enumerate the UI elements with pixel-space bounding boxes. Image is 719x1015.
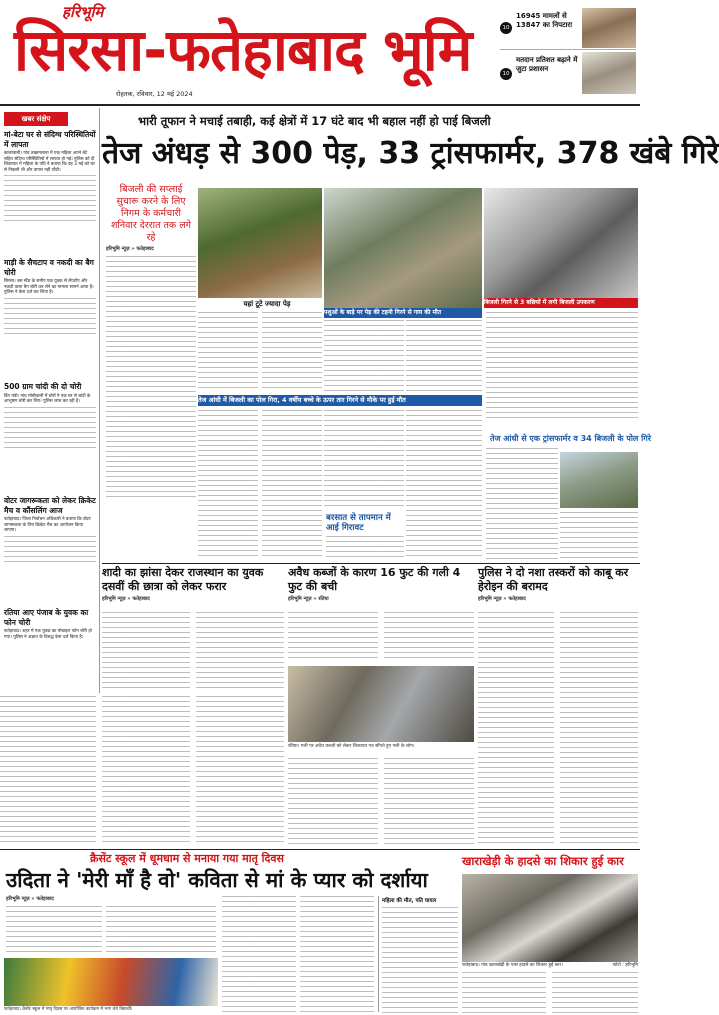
brief-item[interactable] — [4, 496, 96, 604]
lead-photo-cow — [324, 188, 482, 308]
story-col — [560, 612, 638, 846]
continued-col — [102, 696, 190, 846]
brief-item[interactable] — [4, 382, 96, 492]
promo-page-badge: 10 — [500, 22, 512, 34]
brief-item[interactable] — [4, 130, 96, 255]
story-byline: हरिभूमि न्यूज़ » फतेहाबाद — [478, 596, 526, 602]
masthead-brand: हरिभूमि — [62, 3, 104, 21]
story-crescent — [0, 852, 458, 1015]
brief-headline: 500 ग्राम चांदी की दो चोरी — [4, 382, 82, 391]
story-headline: पुलिस ने दो नशा तस्करों को काबू कर हेरोइन की बरामद — [478, 566, 629, 593]
brief-headline: रतिया आए पंजाब के युवक का फोन चोरी — [4, 608, 89, 627]
lead-pullquote: बिजली की सप्लाई सुचारू करने के लिए निगम के कर्मचारी शनिवार देररात तक लगे रहे — [110, 184, 192, 243]
story-col — [478, 612, 554, 846]
promo-photo — [582, 8, 636, 48]
lead-caption-cow: पशुओं के बाड़े पर पेड़ की टहनी गिरने से गाय की मौत — [324, 308, 482, 318]
lead-subhead-transformer: तेज आंधी से एक ट्रांसफार्मर व 34 बिजली के पोल गिरे — [490, 434, 651, 443]
story-col — [384, 758, 474, 846]
continued-col — [196, 696, 284, 846]
story-photo-students — [4, 958, 218, 1006]
story-byline: हरिभूमि न्यूज़ » फतेहाबाद — [6, 896, 54, 902]
masthead — [0, 0, 640, 104]
section-rule — [0, 849, 640, 850]
promo-text: 16945 मामलों से 13847 का निपटारा — [516, 12, 573, 29]
masthead-title: सिरसा-फतेहाबाद भूमि — [14, 16, 472, 84]
story-headline: खाराखेड़ी के हादसे का शिकार हुई कार — [462, 854, 624, 868]
story-caption: रतिया। गली पर अवैध कब्जों को लेकर शिकायत पत्र सौंपते हुए गली के लोग। — [288, 744, 415, 749]
lead-photo-trees — [198, 188, 322, 298]
story-accident — [462, 852, 638, 1015]
lead-caption-equipment: बिजली गिरने से 3 बछियों में लगी बिजली उपकरण — [484, 298, 638, 308]
lead-subhead-temperature: बरसात से तापमान में आई गिरावट — [326, 513, 391, 533]
briefs-sidebar — [0, 108, 100, 693]
continued-col — [0, 696, 96, 846]
brief-item[interactable] — [4, 258, 96, 378]
lead-col-1 — [106, 256, 196, 498]
brief-text: कालांवाली। गांव तख्तमलाना में एक महिला अपने बेटे सहित संदिग्ध परिस्थितियों में लापता हो गई। पुलिस को दी शिकायत में महिला के पति ने बताया कि वह 3 मई को घर से निकली थी और वापस नहीं लौटी। — [4, 151, 95, 173]
story-byline: हरिभूमि न्यूज़ » रतिया — [288, 596, 329, 602]
story-headline: अवैध कब्जों के कारण 16 फुट की गली 4 फुट की बची — [288, 566, 461, 593]
section-rule — [102, 563, 640, 564]
story-col — [6, 906, 102, 956]
story-banner: क्रैसेंट स्कूल में धूमधाम से मनाया गया मातृ दिवस — [90, 852, 284, 865]
brief-text: सिरसा। बस स्टैंड के समीप एक युवक से लैपटॉप और नकदी वाला बैग चोरी कर लेने का मामला सामने आया है। पुलिस ने केस दर्ज कर लिया है। — [4, 279, 94, 296]
story-caption: फतेहाबाद। गांव खाराखेड़ी के पास हादसे का शिकार हुई कार। — [462, 963, 563, 968]
story-col — [300, 896, 374, 1012]
story-col — [222, 896, 296, 1012]
brief-headline: माड़ी के सैचटाप व नकदी का बैग चोरी — [4, 258, 94, 277]
promo-box-1[interactable] — [500, 6, 636, 50]
lead-caption-trees: यहां टूटे ज्यादा पेड़ — [243, 300, 291, 308]
promo-box-2[interactable] — [500, 52, 636, 96]
lead-col-3 — [262, 312, 322, 392]
story-photo-car — [462, 874, 638, 962]
promo-photo — [582, 52, 636, 94]
story-photo-people — [288, 666, 474, 742]
lead-col-11 — [406, 410, 482, 560]
brief-item[interactable] — [4, 608, 96, 692]
lead-photo-equipment — [484, 188, 638, 298]
lead-col-12 — [486, 448, 558, 560]
brief-text-continued — [4, 175, 96, 223]
brief-headline: वोटर जागरूकता को लेकर क्रिकेट मैच व कौंसलिंग आज — [4, 496, 96, 515]
lead-col-13 — [560, 512, 638, 560]
lead-photo-poles — [560, 452, 638, 508]
brief-text: फतेहाबाद। जिला निर्वाचन अधिकारी ने बताया कि वोटर जागरूकता के लिए क्रिकेट मैच का आयोजन किया जाएगा। — [4, 517, 91, 534]
story-box — [378, 896, 458, 1012]
story-col — [462, 972, 546, 1014]
lead-col-4 — [324, 320, 404, 392]
story-headline: उदिता ने 'मेरी माँ है वो' कविता से मां के प्यार को दर्शाया — [6, 868, 428, 892]
lead-col-6 — [486, 312, 638, 422]
brief-headline: मां-बेटा घर से संदिग्ध परिस्थितियों में लापता — [4, 130, 96, 149]
lead-story — [102, 108, 719, 563]
story-headline: शादी का झांसा देकर राजस्थान का युवक दसवीं की छात्रा को लेकर फरार — [102, 566, 264, 593]
story-rajasthan — [102, 566, 284, 694]
story-col — [196, 612, 284, 692]
briefs-label: खबर संक्षेप — [4, 112, 68, 126]
promo-text: मतदान प्रतिशत बढ़ाने में जुटा प्रशासन — [516, 56, 578, 73]
story-caption: फतेहाबाद। क्रैसेंट स्कूल में मातृ दिवस पर आयोजित कार्यक्रम में भाग लेते विद्यार्थी। — [4, 1007, 133, 1012]
story-photo-credit: फोटो : हरिभूमि — [612, 963, 638, 968]
story-byline: हरिभूमि न्यूज़ » फतेहाबाद — [102, 596, 150, 602]
brief-text-continued — [4, 298, 96, 338]
promo-page-badge: 10 — [500, 68, 512, 80]
story-box-text — [382, 907, 458, 1013]
lead-col-10 — [326, 536, 404, 560]
lead-col-8 — [262, 410, 322, 560]
story-encroachment — [288, 566, 474, 846]
masthead-rule — [0, 104, 640, 106]
brief-text-continued — [4, 407, 96, 451]
brief-text-continued — [4, 536, 96, 566]
story-box-headline: महिला की मौत, पति घायल — [382, 898, 437, 904]
lead-col-7 — [198, 410, 258, 560]
lead-subhead-pole: तेज आंधी में बिजली का पोल गिरा, 4 वर्षीय बच्चे के ऊपर तार गिरने से मौके पर हुई मौत — [198, 395, 482, 406]
story-col — [288, 758, 378, 846]
story-col — [552, 972, 638, 1014]
story-col — [102, 612, 190, 692]
story-heroin — [478, 566, 638, 846]
lead-byline: हरिभूमि न्यूज़ » फतेहाबाद — [106, 246, 154, 252]
lead-col-2 — [198, 312, 258, 392]
story-col — [106, 906, 216, 956]
story-col — [384, 612, 474, 662]
lead-headline: तेज अंधड़ से 300 पेड़, 33 ट्रांसफार्मर, 378 खंबे गिरे — [102, 136, 719, 171]
brief-text: फतेहाबाद। शहर में एक युवक का मोबाइल फोन चोरी हो गया। पुलिस ने अज्ञात के विरुद्ध केस दर्ज किया है। — [4, 629, 92, 640]
story-col — [288, 612, 378, 662]
brief-text: डिंग मंडी। गांव मोचीवाली में चोरों ने एक घर से चांदी के आभूषण चोरी कर लिए। पुलिस जांच कर रही है। — [4, 393, 91, 405]
masthead-dateline: रोहतक, रविवार, 12 मई 2024 — [116, 90, 193, 98]
lead-kicker: भारी तूफान ने मचाई तबाही, कई क्षेत्रों में 17 घंटे बाद भी बहाल नहीं हो पाई बिजली — [138, 114, 491, 128]
lead-col-5 — [406, 320, 482, 392]
lead-col-9 — [324, 410, 404, 510]
